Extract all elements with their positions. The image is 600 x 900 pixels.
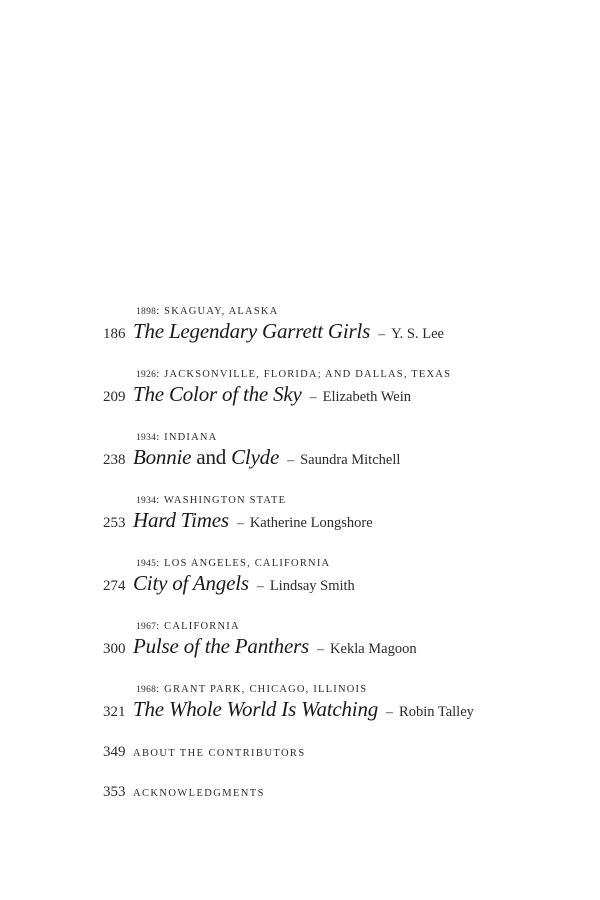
entry-dash: –: [256, 579, 264, 594]
entry-page-number: 209: [103, 389, 126, 405]
back-matter-label[interactable]: ABOUT THE CONTRIBUTORS: [133, 748, 306, 759]
entry-dash: –: [236, 516, 244, 531]
entry-dash: –: [287, 453, 295, 468]
entry-title[interactable]: Pulse of the Panthers: [133, 634, 310, 658]
entry-page-number: 253: [103, 515, 126, 531]
entry-year: 1898: [136, 307, 157, 317]
entry-page-number: 186: [103, 326, 126, 342]
toc-back-matter-contributors[interactable]: [103, 744, 306, 761]
entry-year: 1967: [136, 622, 157, 632]
entry-author: Robin Talley: [399, 704, 474, 720]
entry-dash: –: [386, 705, 394, 720]
entry-setting: [136, 306, 278, 317]
setting-colon: :: [156, 306, 165, 317]
entry-dash: –: [309, 390, 317, 405]
setting-colon: :: [156, 684, 165, 695]
entry-year: 1968: [136, 685, 157, 695]
setting-colon: :: [156, 369, 165, 380]
entry-place: LOS ANGELES, CALIFORNIA: [164, 558, 331, 569]
entry-title-part1: Bonnie: [133, 445, 192, 469]
entry-setting: [136, 558, 330, 569]
entry-page-number: 349: [103, 744, 126, 760]
setting-colon: :: [156, 558, 165, 569]
setting-colon: :: [156, 621, 165, 632]
entry-author: Saundra Mitchell: [300, 452, 401, 468]
entry-dash: –: [317, 642, 325, 657]
entry-year: 1945: [136, 559, 157, 569]
entry-setting: [136, 495, 286, 506]
entry-author: Katherine Longshore: [249, 515, 373, 531]
entry-setting: [136, 621, 240, 632]
entry-page-number: 353: [103, 784, 126, 800]
entry-year: 1934: [136, 433, 157, 443]
entry-page-number: 300: [103, 641, 126, 657]
entry-setting: [136, 432, 217, 443]
entry-title[interactable]: The Legendary Garrett Girls: [133, 319, 371, 343]
entry-author: Lindsay Smith: [269, 578, 355, 594]
entry-title[interactable]: [133, 445, 279, 470]
entry-title-part2: Clyde: [231, 445, 280, 469]
entry-place: WASHINGTON STATE: [163, 495, 287, 506]
entry-setting: [136, 684, 367, 695]
entry-page-number: 274: [103, 578, 126, 594]
entry-title[interactable]: Hard Times: [133, 508, 229, 532]
toc-back-matter-acknowledgments[interactable]: [103, 784, 265, 801]
entry-place: JACKSONVILLE, FLORIDA; AND DALLAS, TEXAS: [164, 369, 452, 380]
entry-place: GRANT PARK, CHICAGO, ILLINOIS: [164, 684, 368, 695]
entry-title[interactable]: The Whole World Is Watching: [133, 697, 379, 721]
entry-setting: [136, 369, 451, 380]
entry-page-number: 238: [103, 452, 126, 468]
entry-place: SKAGUAY, ALASKA: [164, 306, 279, 317]
entry-title[interactable]: The Color of the Sky: [133, 382, 302, 406]
entry-title-conjunction: and: [191, 445, 232, 469]
setting-colon: :: [156, 495, 164, 506]
entry-year: 1926: [136, 370, 157, 380]
entry-author: Kekla Magoon: [330, 641, 417, 657]
entry-place: CALIFORNIA: [164, 621, 240, 632]
entry-dash: –: [378, 327, 386, 342]
setting-colon: :: [156, 432, 165, 443]
entry-year: 1934: [136, 496, 157, 506]
entry-author: Y. S. Lee: [391, 326, 444, 342]
entry-title[interactable]: City of Angels: [133, 571, 249, 595]
back-matter-label[interactable]: ACKNOWLEDGMENTS: [133, 788, 265, 799]
entry-place: INDIANA: [164, 432, 218, 443]
entry-author: Elizabeth Wein: [322, 389, 412, 405]
entry-page-number: 321: [103, 704, 126, 720]
